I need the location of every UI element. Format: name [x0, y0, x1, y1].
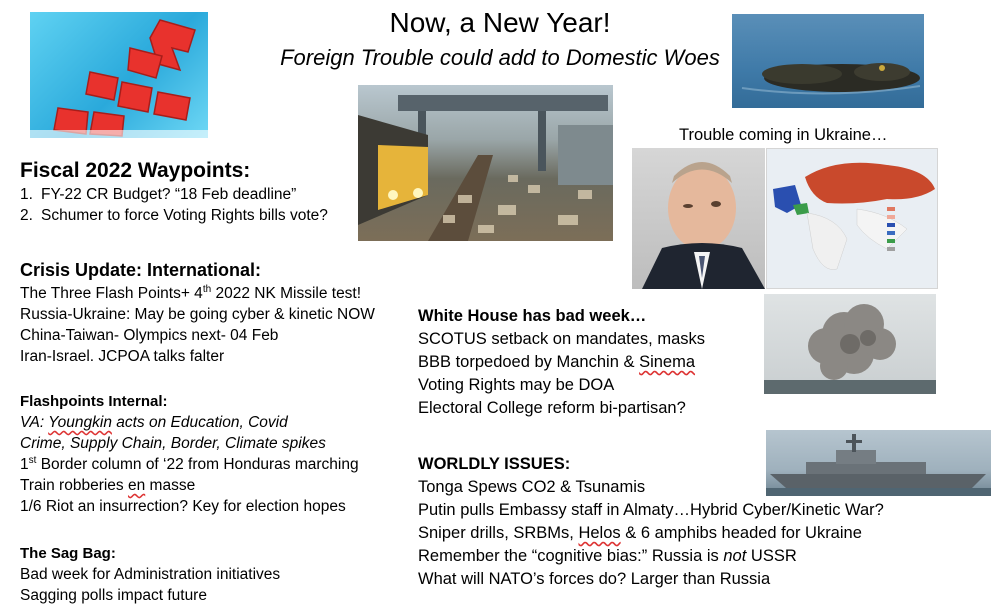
- crisis-line: [20, 283, 375, 304]
- worldly-line: What will NATO’s forces do? Larger than Russia: [418, 570, 771, 588]
- superscript: st: [28, 454, 37, 466]
- internal-line: [20, 412, 359, 433]
- crisis-lines: [20, 283, 375, 367]
- text-segment: 1: [20, 456, 29, 473]
- text-segment: Train robberies: [20, 477, 128, 494]
- whitehouse-heading: White House has bad week…: [418, 307, 647, 325]
- text-segment: masse: [145, 477, 196, 494]
- internal-lines: [20, 412, 359, 517]
- text-segment: not: [723, 547, 747, 565]
- fiscal-list: [20, 184, 328, 226]
- list-number: 2.: [20, 207, 33, 224]
- whitehouse-line: SCOTUS setback on mandates, masks: [418, 330, 706, 348]
- internal-line: 1/6 Riot an insurrection? Key for election hopes: [20, 498, 346, 515]
- text-segment: Border column of ‘22 from Honduras marching: [36, 456, 359, 473]
- list-item: [20, 184, 328, 205]
- text-segment: 2022 NK Missile test!: [211, 285, 362, 302]
- whitehouse-lines: [418, 328, 705, 420]
- superscript: th: [202, 283, 212, 295]
- volcano-eruption-image: [764, 294, 936, 394]
- report-logo-image: [30, 12, 208, 138]
- text-segment: Sniper drills, SRBMs,: [418, 524, 579, 542]
- whitehouse-line: Electoral College reform bi-partisan?: [418, 399, 686, 417]
- page-title: Now, a New Year!: [389, 7, 611, 38]
- text-segment: Youngkin: [48, 414, 112, 431]
- text-segment: Sinema: [639, 353, 696, 371]
- worldly-line: [418, 545, 884, 568]
- text-segment: en: [127, 477, 146, 494]
- page-subtitle: Foreign Trouble could add to Domestic Woes: [280, 45, 720, 70]
- text-segment: & 6 amphibs headed for Ukraine: [620, 524, 862, 542]
- train-tracks-image: [358, 85, 613, 241]
- sagbag-line: Sagging polls impact future: [20, 587, 207, 604]
- fiscal-heading: Fiscal 2022 Waypoints:: [20, 159, 251, 182]
- list-text: FY-22 CR Budget? “18 Feb deadline”: [41, 186, 297, 203]
- crisis-heading: Crisis Update: International:: [20, 260, 262, 280]
- sagbag-lines: [20, 564, 280, 606]
- internal-line: [20, 454, 359, 475]
- whitehouse-line: Voting Rights may be DOA: [418, 376, 615, 394]
- text-segment: BBB torpedoed by Manchin &: [418, 353, 640, 371]
- crisis-line: China-Taiwan- Olympics next- 04 Feb: [20, 327, 279, 344]
- list-text: Schumer to force Voting Rights bills vote?: [41, 207, 328, 224]
- internal-heading: Flashpoints Internal:: [20, 393, 168, 410]
- putin-photo: [632, 148, 765, 289]
- worldly-heading: WORLDLY ISSUES:: [418, 455, 571, 473]
- sagbag-line: Bad week for Administration initiatives: [20, 566, 281, 583]
- text-segment: USSR: [746, 547, 797, 565]
- internal-line: [20, 475, 359, 496]
- crisis-line: Russia-Ukraine: May be going cyber & kinetic NOW: [20, 306, 375, 323]
- crisis-line: Iran-Israel. JCPOA talks falter: [20, 348, 225, 365]
- alligator-image: [732, 14, 924, 108]
- worldly-line: [418, 522, 884, 545]
- list-number: 1.: [20, 186, 33, 203]
- worldly-line: Tonga Spews CO2 & Tsunamis: [418, 478, 646, 496]
- internal-line: Crime, Supply Chain, Border, Climate spikes: [20, 435, 326, 452]
- europe-asia-map: [766, 148, 938, 289]
- worldly-line: Putin pulls Embassy staff in Almaty…Hybrid Cyber/Kinetic War?: [418, 501, 884, 519]
- sagbag-heading: The Sag Bag:: [20, 545, 116, 562]
- text-segment: VA:: [20, 414, 49, 431]
- text-segment: Remember the “cognitive bias:” Russia is: [418, 547, 724, 565]
- whitehouse-line: [418, 351, 705, 374]
- ukraine-caption: Trouble coming in Ukraine…: [679, 126, 888, 144]
- text-segment: The Three Flash Points+ 4: [20, 285, 203, 302]
- text-segment: acts on Education, Covid: [111, 414, 288, 431]
- worldly-lines: [418, 476, 884, 591]
- list-item: [20, 205, 328, 226]
- text-segment: Helos: [578, 524, 621, 542]
